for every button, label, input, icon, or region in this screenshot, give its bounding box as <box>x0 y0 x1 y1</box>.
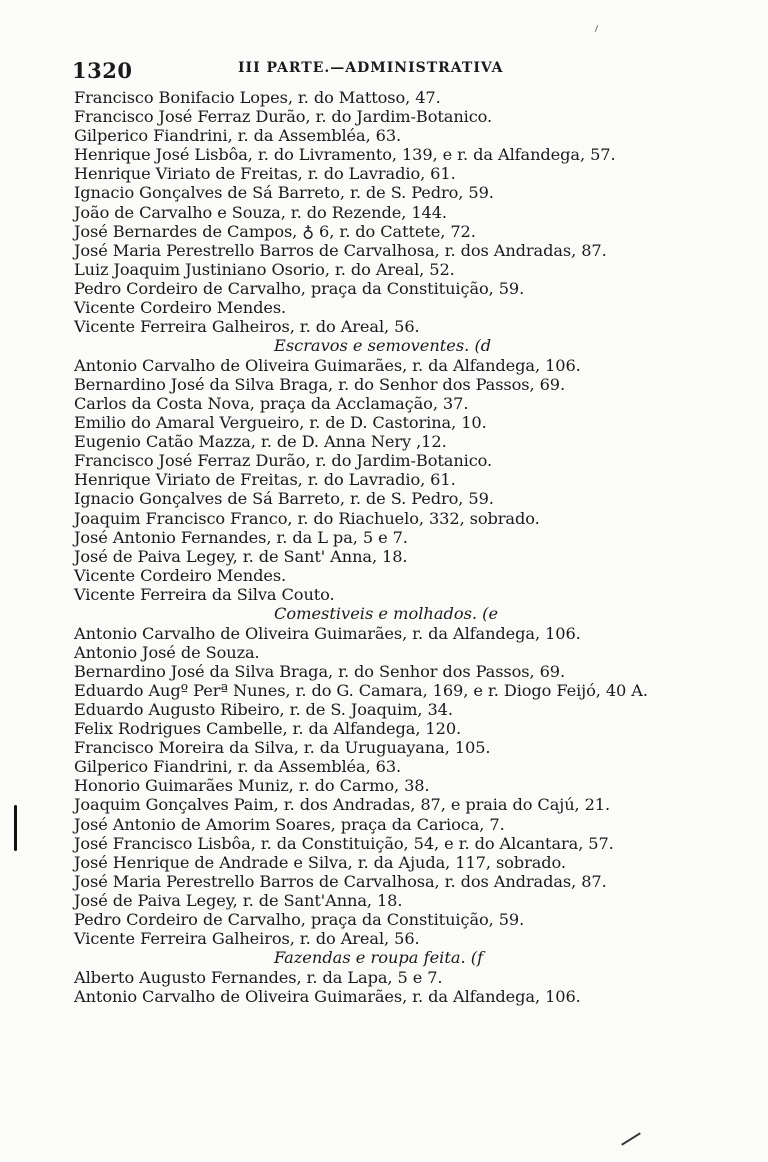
directory-entry: José Antonio de Amorim Soares, praça da Carioca, 7. <box>74 814 505 834</box>
directory-entry: Luiz Joaquim Justiniano Osorio, r. do Areal, 52. <box>74 259 455 279</box>
directory-entry: Gilperico Fiandrini, r. da Assembléa, 63. <box>74 126 402 146</box>
directory-entry: José Maria Perestrello Barros de Carvalhosa, r. dos Andradas, 87. <box>74 871 607 891</box>
directory-entry: Henrique Viriato de Freitas, r. do Lavradio, 61. <box>74 470 456 490</box>
directory-entry: Henrique Viriato de Freitas, r. do Lavradio, 61. <box>74 164 456 184</box>
directory-entry: Eduardo Augusto Ribeiro, r. de S. Joaquim, 34. <box>74 700 453 719</box>
directory-entry: Alberto Augusto Fernandes, r. da Lapa, 5 e 7. <box>74 967 443 987</box>
section-title: Escravos e semoventes. (d <box>274 336 492 356</box>
directory-entry: Eugenio Catão Mazza, r. de D. Anna Nery ,12. <box>74 432 447 452</box>
directory-entry: José Maria Perestrello Barros de Carvalhosa, r. dos Andradas, 87. <box>74 240 607 260</box>
directory-entry: Pedro Cordeiro de Carvalho, praça da Constituição, 59. <box>74 910 525 930</box>
directory-entry: Antonio José de Souza. <box>74 642 260 662</box>
page-header <box>72 50 672 90</box>
directory-entry: Joaquim Gonçalves Paim, r. dos Andradas, 87, e praia do Cajú, 21. <box>74 795 611 815</box>
directory-entry: Vicente Ferreira Galheiros, r. do Areal, 56. <box>74 317 420 337</box>
directory-entry: Antonio Carvalho de Oliveira Guimarães, r. da Alfandega, 106. <box>74 623 581 643</box>
directory-listing <box>74 88 694 1006</box>
directory-entry: Henrique José Lisbôa, r. do Livramento, 139, e r. da Alfandega, 57. <box>74 145 616 165</box>
directory-entry: Francisco Bonifacio Lopes, r. do Mattoso, 47. <box>74 88 441 107</box>
directory-entry: Francisco José Ferraz Durão, r. do Jardim-Botanico. <box>74 451 493 471</box>
directory-entry: José Francisco Lisbôa, r. da Constituição, 54, e r. do Alcantara, 57. <box>74 833 614 853</box>
directory-entry: Vicente Cordeiro Mendes. <box>74 565 287 585</box>
directory-entry: Francisco Moreira da Silva, r. da Uruguayana, 105. <box>74 738 491 758</box>
running-head: III PARTE.—ADMINISTRATIVA <box>238 60 504 76</box>
directory-entry: Ignacio Gonçalves de Sá Barreto, r. de S. Pedro, 59. <box>74 183 494 203</box>
section-title: Comestiveis e molhados. (e <box>274 604 499 624</box>
directory-entry: Bernardino José da Silva Braga, r. do Senhor dos Passos, 69. <box>74 661 566 681</box>
directory-entry: José Henrique de Andrade e Silva, r. da Ajuda, 117, sobrado. <box>74 852 566 872</box>
directory-entry: José de Paiva Legey, r. de Sant' Anna, 18. <box>74 546 408 566</box>
directory-entry: Eduardo Augº Perª Nunes, r. do G. Camara, 169, e r. Diogo Feijó, 40 A. <box>74 680 648 700</box>
directory-entry: Joaquim Francisco Franco, r. do Riachuelo, 332, sobrado. <box>74 508 540 528</box>
stray-mark <box>621 1132 641 1145</box>
directory-entry: José Bernardes de Campos, ♁ 6, r. do Cattete, 72. <box>74 221 476 241</box>
directory-entry: Felix Rodrigues Cambelle, r. da Alfandega, 120. <box>74 719 462 739</box>
directory-entry: José de Paiva Legey, r. de Sant'Anna, 18. <box>74 890 403 910</box>
margin-mark <box>14 805 17 851</box>
directory-entry: Vicente Ferreira Galheiros, r. do Areal, 56. <box>74 929 420 949</box>
directory-entry: Francisco José Ferraz Durão, r. do Jardim-Botanico. <box>74 107 493 127</box>
directory-entry: João de Carvalho e Souza, r. do Rezende, 144. <box>74 202 447 222</box>
directory-entry: Gilperico Fiandrini, r. da Assembléa, 63. <box>74 757 402 777</box>
stray-mark <box>595 25 598 32</box>
directory-entry: Ignacio Gonçalves de Sá Barreto, r. de S. Pedro, 59. <box>74 489 494 509</box>
directory-entry: Vicente Cordeiro Mendes. <box>74 298 287 318</box>
page-number: 1320 <box>72 58 133 83</box>
directory-entry: Antonio Carvalho de Oliveira Guimarães, r. da Alfandega, 106. <box>74 355 581 375</box>
section-title: Fazendas e roupa feita. (f <box>274 948 484 968</box>
directory-entry: Antonio Carvalho de Oliveira Guimarães, r. da Alfandega, 106. <box>74 986 581 1006</box>
directory-entry: Pedro Cordeiro de Carvalho, praça da Constituição, 59. <box>74 278 525 298</box>
directory-entry: Bernardino José da Silva Braga, r. do Senhor dos Passos, 69. <box>74 374 566 394</box>
directory-entry: Honorio Guimarães Muniz, r. do Carmo, 38. <box>74 776 430 796</box>
directory-entry: José Antonio Fernandes, r. da L pa, 5 e 7. <box>74 527 408 547</box>
directory-entry: Emilio do Amaral Vergueiro, r. de D. Castorina, 10. <box>74 413 487 433</box>
directory-entry: Vicente Ferreira da Silva Couto. <box>74 584 335 604</box>
directory-entry: Carlos da Costa Nova, praça da Acclamação, 37. <box>74 394 469 413</box>
